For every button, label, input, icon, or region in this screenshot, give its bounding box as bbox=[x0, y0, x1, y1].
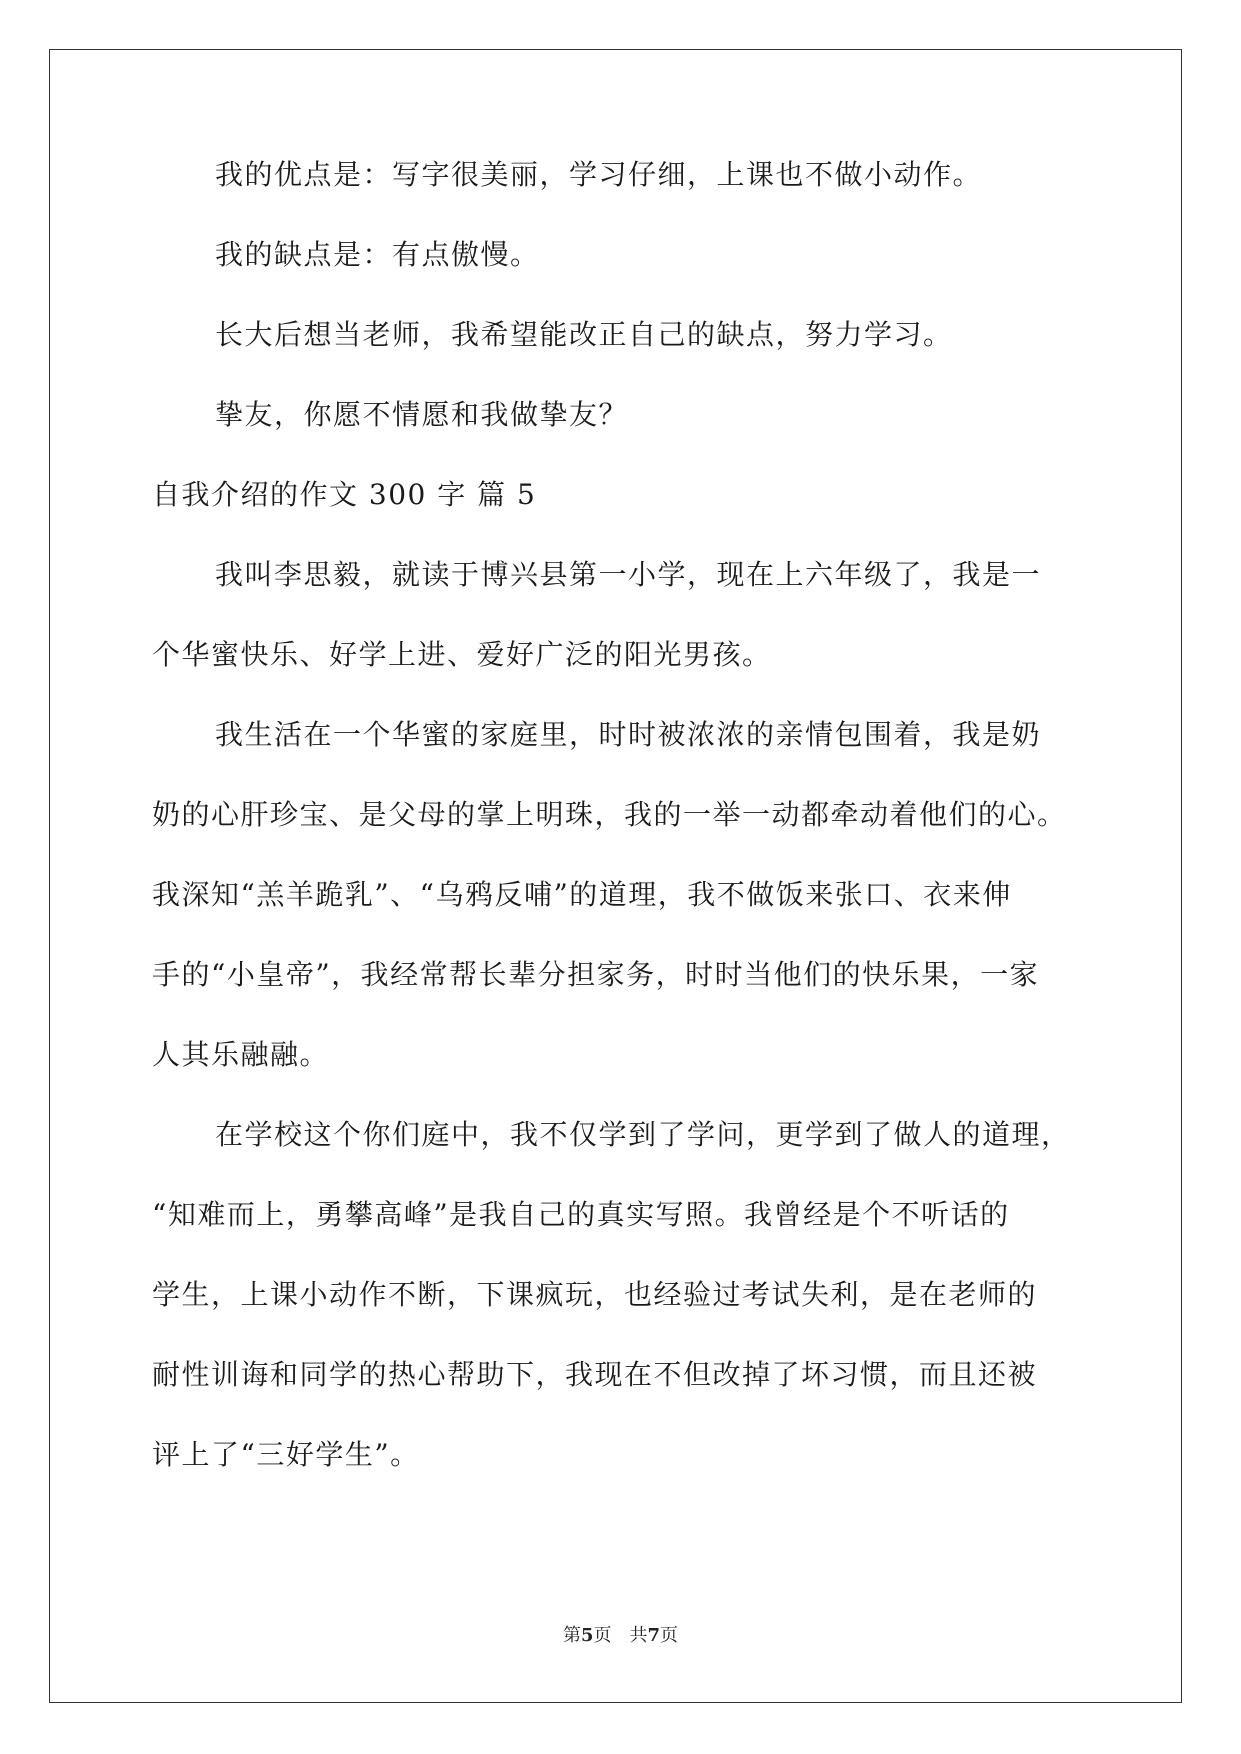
paragraph-line: 我叫李思毅，就读于博兴县第一小学，现在上六年级了，我是一 bbox=[215, 558, 1042, 591]
paragraph-line: 耐性训诲和同学的热心帮助下，我现在不但改掉了坏习惯，而且还被 bbox=[152, 1358, 1038, 1391]
paragraph-line: 我的优点是：写字很美丽，学习仔细，上课也不做小动作。 bbox=[215, 158, 983, 191]
footer-prefix: 第 bbox=[562, 1625, 581, 1646]
paragraph-line: 手的“小皇帝”，我经常帮长辈分担家务，时时当他们的快乐果，一家 bbox=[152, 958, 1040, 991]
footer-page-suffix: 页 bbox=[593, 1625, 612, 1646]
paragraph-line: 人其乐融融。 bbox=[152, 1038, 330, 1071]
paragraph-line: 挚友，你愿不情愿和我做挚友？ bbox=[215, 398, 629, 431]
paragraph-line: 我生活在一个华蜜的家庭里，时时被浓浓的亲情包围着，我是奶 bbox=[215, 718, 1042, 751]
paragraph-line: 个华蜜快乐、好学上进、爱好广泛的阳光男孩。 bbox=[152, 638, 772, 671]
section-heading: 自我介绍的作文 300 字 篇 5 bbox=[152, 478, 537, 511]
paragraph-line: 我深知“羔羊跪乳”、“乌鸦反哺”的道理，我不做饭来张口、衣来伸 bbox=[152, 878, 1012, 911]
footer-total-suffix: 页 bbox=[660, 1625, 679, 1646]
paragraph-line: 评上了“三好学生”。 bbox=[152, 1438, 420, 1471]
footer-total-prefix: 共 bbox=[629, 1625, 648, 1646]
total-page-count: 7 bbox=[647, 1625, 661, 1646]
paragraph-line: 长大后想当老师，我希望能改正自己的缺点，努力学习。 bbox=[215, 318, 953, 351]
paragraph-line: 奶的心肝珍宝、是父母的掌上明珠，我的一举一动都牵动着他们的心。 bbox=[152, 798, 1067, 831]
paragraph-line: 我的缺点是：有点傲慢。 bbox=[215, 238, 540, 271]
paragraph-line: 在学校这个你们庭中，我不仅学到了学问，更学到了做人的道理， bbox=[215, 1118, 1071, 1151]
page-footer bbox=[0, 1624, 1241, 1648]
paragraph-line: 学生，上课小动作不断，下课疯玩，也经验过考试失利，是在老师的 bbox=[152, 1278, 1038, 1311]
current-page-number: 5 bbox=[580, 1625, 594, 1646]
paragraph-line: “知难而上，勇攀高峰”是我自己的真实写照。我曾经是个不听话的 bbox=[152, 1198, 1010, 1231]
